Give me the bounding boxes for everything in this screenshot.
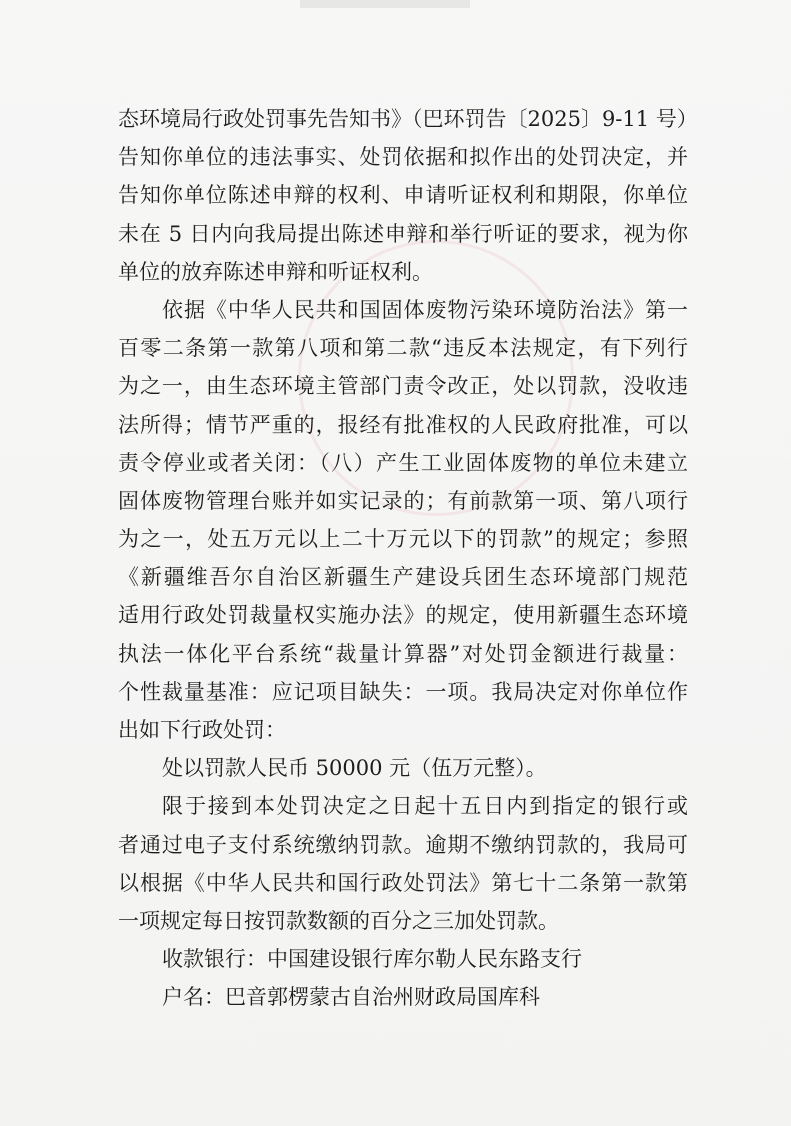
scan-mark xyxy=(300,0,470,8)
text-line: 告知你单位陈述申辩的权利、申请听证权利和期限，你单位 xyxy=(118,183,688,208)
text-line: 单位的放弃陈述申辩和听证权利。 xyxy=(118,259,433,284)
text-line: 法所得；情节严重的，报经有批准权的人民政府批准，可以 xyxy=(118,412,688,437)
text-line: 为之一，由生态环境主管部门责令改正，处以罚款，没收违 xyxy=(118,374,688,399)
text-line: 固体废物管理台账并如实记录的；有前款第一项、第八项行 xyxy=(118,488,688,513)
text-line: 处以罚款人民币 50000 元（伍万元整）。 xyxy=(162,756,547,781)
text-line: 以根据《中华人民共和国行政处罚法》第七十二条第一款第 xyxy=(118,870,688,895)
text-line: 户名：巴音郭楞蒙古自治州财政局国库科 xyxy=(162,985,540,1010)
text-line: 执法一体化平台系统“裁量计算器”对处罚金额进行裁量： xyxy=(118,641,688,666)
text-line: 为之一，处五万元以上二十万元以下的罚款”的规定；参照 xyxy=(118,527,688,552)
text-line: 未在 5 日内向我局提出陈述申辩和举行听证的要求，视为你 xyxy=(118,221,688,246)
text-line: 个性裁量基准：应记项目缺失：一项。我局决定对你单位作 xyxy=(118,679,688,704)
text-line: 出如下行政处罚： xyxy=(118,718,286,742)
document-body xyxy=(118,100,698,1017)
text-line: 责令停业或者关闭：（八）产生工业固体废物的单位未建立 xyxy=(118,450,688,475)
text-line: 收款银行：中国建设银行库尔勒人民东路支行 xyxy=(162,947,582,972)
text-line: 一项规定每日按罚款数额的百分之三加处罚款。 xyxy=(118,908,559,933)
text-line: 限于接到本处罚决定之日起十五日内到指定的银行或 xyxy=(162,794,688,819)
text-line: 告知你单位的违法事实、处罚依据和拟作出的处罚决定，并 xyxy=(118,145,688,170)
text-line: 态环境局行政处罚事先告知书》（巴环罚告〔2025〕9-11 号） xyxy=(118,107,698,131)
text-line: 依据《中华人民共和国固体废物污染环境防治法》第一 xyxy=(162,297,688,322)
text-line: 《新疆维吾尔自治区新疆生产建设兵团生态环境部门规范 xyxy=(118,565,688,590)
text-line: 适用行政处罚裁量权实施办法》的规定，使用新疆生态环境 xyxy=(118,603,688,628)
text-line: 百零二条第一款第八项和第二款“违反本法规定，有下列行 xyxy=(118,336,688,361)
text-line: 者通过电子支付系统缴纳罚款。逾期不缴纳罚款的，我局可 xyxy=(118,832,688,857)
